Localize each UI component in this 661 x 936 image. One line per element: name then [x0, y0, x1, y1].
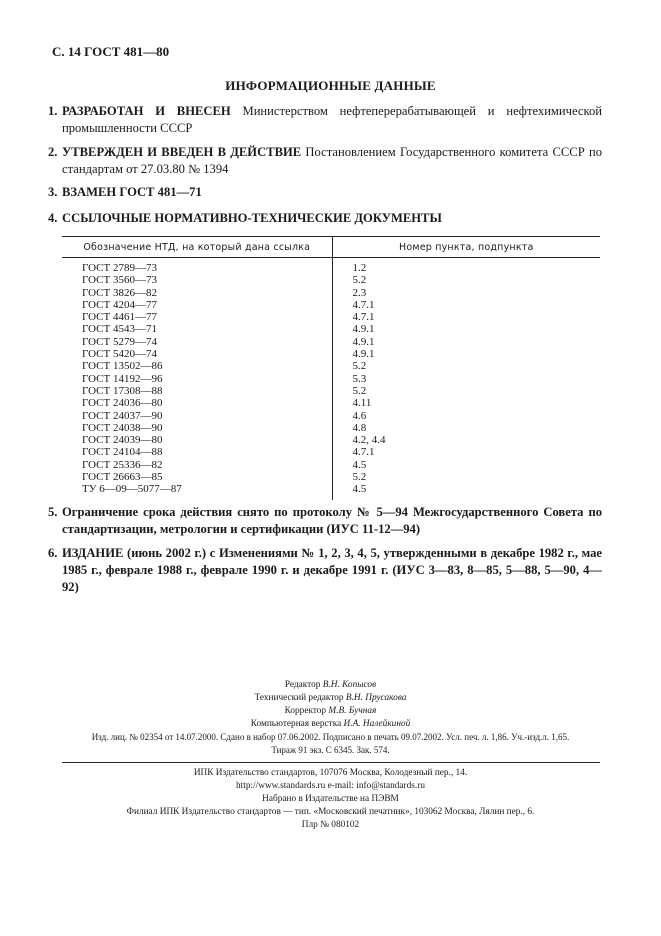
- info-item-6: [48, 545, 602, 596]
- credit-role: Редактор: [284, 680, 321, 690]
- table-cell-document: ГОСТ 13502—86: [82, 360, 163, 373]
- publisher-line: http://www.standards.ru e-mail: info@standards.ru: [236, 781, 425, 791]
- table-cell-clause: 2.3: [352, 286, 367, 299]
- item-text: Постановлением Государственного комитета СССР по стандартам от 27.03.80 № 1394: [62, 145, 602, 176]
- table-cell-document: ГОСТ 4204—77: [82, 298, 157, 311]
- item-bold-text: РАЗРАБОТАН И ВНЕСЕН: [62, 104, 231, 118]
- table-cell-clause: 5.3: [352, 372, 367, 385]
- info-item-5: [48, 504, 602, 538]
- item-number: 1.: [48, 104, 58, 118]
- table-cell-clause: 1.2: [352, 262, 367, 274]
- table-cell-document: ГОСТ 24039—80: [82, 434, 163, 447]
- table-cell-document: ГОСТ 24038—90: [82, 421, 163, 434]
- column-header-clause: Номер пункта, подпункта: [398, 241, 534, 253]
- credit-person: В.Н. Прусакова: [345, 693, 407, 703]
- column-header-document: Обозначение НТД, на который дана ссылка: [62, 237, 333, 257]
- item-number: 3.: [48, 185, 58, 199]
- print-info-line: Изд. лиц. № 02354 от 14.07.2000. Сдано в набор 07.06.2002. Подписано в печать 09.07.2002. Усл. печ. л. 1,86. Уч.-изд.л. 1,65.: [91, 732, 570, 742]
- publisher-block: [0, 767, 661, 832]
- table-cell-clause: 4.11: [352, 397, 372, 410]
- table-cell-clause: 5.2: [352, 471, 367, 484]
- table-cell-document: ТУ 6—09—5077—87: [82, 483, 182, 496]
- credits-block: [0, 679, 661, 731]
- table-cell-clause: 4.2, 4.4: [352, 434, 386, 447]
- info-item-1: [48, 103, 602, 137]
- print-info-line: Тираж 91 экз. С 6345. Зак. 574.: [271, 745, 390, 755]
- item-text: Ограничение срока действия снято по протоколу № 5—94 Межгосударственного Совета по стандартизации, метрологии и сертификации (ИУС 11-12—94): [62, 505, 602, 536]
- table-header: [62, 237, 600, 258]
- table-cell-clause: 5.2: [352, 274, 367, 287]
- table-cell-document: ГОСТ 26663—85: [82, 471, 163, 484]
- credit-role: Технический редактор: [254, 693, 344, 703]
- item-number: 5.: [48, 505, 58, 519]
- table-cell-clause: 4.9.1: [352, 335, 375, 348]
- table-cell-clause: 4.7.1: [352, 311, 375, 324]
- table-cell-clause: 4.7.1: [352, 298, 375, 311]
- table-cell-document: ГОСТ 17308—88: [82, 384, 163, 397]
- reference-table: [62, 236, 600, 500]
- item-bold-text: ССЫЛОЧНЫЕ НОРМАТИВНО-ТЕХНИЧЕСКИЕ ДОКУМЕНТЫ: [62, 211, 442, 225]
- table-cell-document: ГОСТ 2789—73: [82, 262, 157, 274]
- item-bold-text: УТВЕРЖДЕН И ВВЕДЕН В ДЕЙСТВИЕ: [62, 145, 302, 159]
- table-cell-document: ГОСТ 5279—74: [82, 335, 157, 348]
- item-text: Министерством нефтеперерабатывающей и нефтехимической промышленности СССР: [62, 104, 602, 135]
- print-info: [0, 731, 661, 757]
- publisher-line: Филиал ИПК Издательство стандартов — тип. «Московский печатник», 103062 Москва, Лялин пер., 6.: [126, 807, 535, 817]
- table-cell-document: ГОСТ 24037—90: [82, 409, 163, 422]
- info-item-2: [48, 144, 602, 178]
- table-body: [62, 258, 600, 500]
- item-bold-text: ВЗАМЕН ГОСТ 481—71: [62, 185, 202, 199]
- info-item-3: [48, 184, 602, 201]
- item-number: 4.: [48, 211, 58, 225]
- table-cell-document: ГОСТ 25336—82: [82, 458, 163, 471]
- document-column: [62, 258, 333, 500]
- table-cell-clause: 4.7.1: [352, 446, 375, 459]
- publisher-line: Набрано в Издательстве на ПЭВМ: [262, 794, 399, 804]
- publisher-line: Плр № 080102: [301, 820, 360, 830]
- table-cell-clause: 5.2: [352, 360, 367, 373]
- footer-divider: [62, 762, 600, 763]
- credit-person: И.А. Налейкиной: [343, 719, 411, 729]
- table-cell-clause: 4.8: [352, 421, 367, 434]
- credit-role: Компьютерная верстка: [250, 719, 342, 729]
- table-cell-document: ГОСТ 24104—88: [82, 446, 163, 459]
- credit-person: М.В. Бучная: [328, 706, 377, 716]
- credit-tech-editor: [0, 692, 661, 705]
- item-bold-text: ИЗДАНИЕ: [62, 546, 124, 560]
- table-cell-document: ГОСТ 3560—73: [82, 274, 157, 287]
- credit-person: В.Н. Копысов: [322, 680, 377, 690]
- credit-role: Корректор: [284, 706, 327, 716]
- item-number: 6.: [48, 546, 58, 560]
- info-item-4: [48, 210, 602, 227]
- table-cell-document: ГОСТ 5420—74: [82, 348, 157, 361]
- clause-column: [333, 258, 601, 500]
- table-cell-document: ГОСТ 4543—71: [82, 323, 157, 336]
- table-cell-clause: 4.9.1: [352, 323, 375, 336]
- table-cell-clause: 4.9.1: [352, 348, 375, 361]
- credit-editor: [0, 679, 661, 692]
- item-text: (июнь 2002 г.) с Изменениями № 1, 2, 3, 4, 5, утвержденными в декабре 1982 г., мае 1985 г., феврале 1988 г., феврале 1990 г. и декабре 1991 г. (ИУС 3—83, 8—85, 5—88, 5—90, 4—92): [62, 546, 602, 594]
- item-number: 2.: [48, 145, 58, 159]
- credit-corrector: [0, 705, 661, 718]
- publisher-line: ИПК Издательство стандартов, 107076 Москва, Колодезный пер., 14.: [193, 768, 468, 778]
- credit-layout: [0, 718, 661, 731]
- table-cell-clause: 4.5: [352, 458, 367, 471]
- page-header: С. 14 ГОСТ 481—80: [52, 44, 170, 59]
- table-cell-document: ГОСТ 3826—82: [82, 286, 157, 299]
- table-cell-document: ГОСТ 24036—80: [82, 397, 163, 410]
- table-cell-document: ГОСТ 4461—77: [82, 311, 157, 324]
- table-cell-clause: 5.2: [352, 384, 367, 397]
- document-title: ИНФОРМАЦИОННЫЕ ДАННЫЕ: [225, 78, 436, 93]
- table-cell-document: ГОСТ 14192—96: [82, 372, 163, 385]
- table-cell-clause: 4.5: [352, 483, 367, 496]
- table-cell-clause: 4.6: [352, 409, 367, 422]
